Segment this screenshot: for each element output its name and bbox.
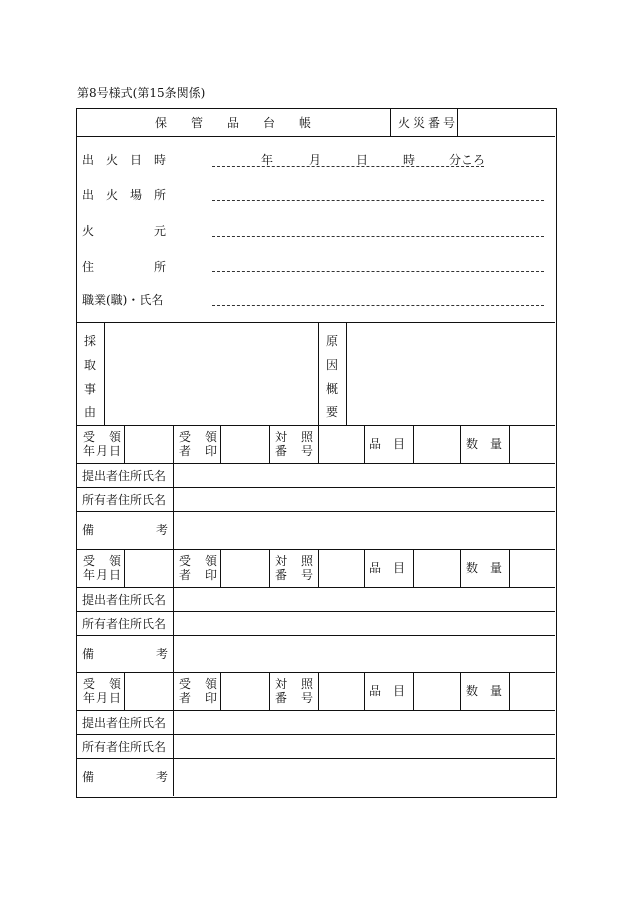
owner-field[interactable] xyxy=(174,612,555,635)
submitter-label: 提出者住所氏名 xyxy=(82,469,167,483)
item-name-field[interactable] xyxy=(414,673,460,710)
receiver-seal-label: 受 領 者 印 xyxy=(179,430,217,458)
fire-datetime-field[interactable] xyxy=(212,149,487,169)
quantity-field[interactable] xyxy=(510,426,555,463)
remarks-field[interactable] xyxy=(174,512,555,549)
collection-reason-field[interactable] xyxy=(105,323,318,425)
fire-datetime-row: 出 火 日 時 xyxy=(82,153,167,167)
receipt-date-label: 受 領 年月日 xyxy=(83,677,121,705)
owner-label: 所有者住所氏名 xyxy=(82,740,167,754)
quantity-field[interactable] xyxy=(510,550,555,587)
receiver-seal-field[interactable] xyxy=(221,426,269,463)
form-number-title: 第8号様式(第15条関係) xyxy=(77,86,206,100)
submitter-field[interactable] xyxy=(174,464,555,487)
receiver-seal-label: 受 領 者 印 xyxy=(179,677,217,705)
item-name-field[interactable] xyxy=(414,426,460,463)
quantity-label: 数 量 xyxy=(466,684,503,698)
reference-number-field[interactable] xyxy=(319,550,364,587)
submitter-label: 提出者住所氏名 xyxy=(82,716,167,730)
address-field[interactable] xyxy=(212,255,544,273)
submitter-field[interactable] xyxy=(174,588,555,611)
occupation-name-field[interactable] xyxy=(212,289,544,307)
quantity-label: 数 量 xyxy=(466,437,503,451)
submitter-field[interactable] xyxy=(174,711,555,734)
item-name-field[interactable] xyxy=(414,550,460,587)
storage-ledger-form: 保 管 品 台 帳 火災番号 出 火 日 時 年 月 日 時 分ころ 出 火 場 所 火 元 住 所 職業(職)・氏名 採 取 事 由 原 因 概 要 受 領 年月日 受 領 者 印 対 照 番 号 品 目 数 量 提出者住所氏名 所有者住所氏名 備 考 受 領 年月日 受 領 者 印 対 照 番 号 品 目 数 量 提出者住所氏名 所有者住所氏名 備 考 受 領 年月日 受 領 者 印 対 照 番 号 品 目 数 量 提出者住所氏名 所有者住所氏名 備 考 xyxy=(76,108,557,798)
item-entry-block-3: 受 領 年月日 受 領 者 印 対 照 番 号 品 目 数 量 提出者住所氏名 所有者住所氏名 備 考 xyxy=(77,672,555,796)
item-name-label: 品 目 xyxy=(369,684,406,698)
year-unit: 年 xyxy=(261,153,274,167)
receipt-date-label: 受 領 年月日 xyxy=(83,430,121,458)
item-name-label: 品 目 xyxy=(369,561,406,575)
reference-number-label: 対 照 番 号 xyxy=(275,554,313,582)
cause-summary-field[interactable] xyxy=(347,323,555,425)
cause-summary-label: 原 因 概 要 xyxy=(326,334,339,419)
receipt-date-field[interactable] xyxy=(125,550,173,587)
day-unit: 日 xyxy=(356,153,369,167)
item-entry-block-2: 受 領 年月日 受 領 者 印 対 照 番 号 品 目 数 量 提出者住所氏名 所有者住所氏名 備 考 xyxy=(77,549,555,673)
receipt-date-field[interactable] xyxy=(125,673,173,710)
owner-field[interactable] xyxy=(174,488,555,511)
item-name-label: 品 目 xyxy=(369,437,406,451)
ledger-title: 保 管 品 台 帳 xyxy=(155,116,312,130)
reference-number-label: 対 照 番 号 xyxy=(275,430,313,458)
hour-unit: 時 xyxy=(403,153,416,167)
fire-origin-field[interactable] xyxy=(212,220,544,238)
owner-label: 所有者住所氏名 xyxy=(82,493,167,507)
fire-number-field[interactable] xyxy=(459,109,555,136)
collection-reason-label: 採 取 事 由 xyxy=(84,334,97,419)
remarks-field[interactable] xyxy=(174,759,555,796)
owner-field[interactable] xyxy=(174,735,555,758)
receiver-seal-field[interactable] xyxy=(221,673,269,710)
receipt-date-label: 受 領 年月日 xyxy=(83,554,121,582)
submitter-label: 提出者住所氏名 xyxy=(82,593,167,607)
fire-location-field[interactable] xyxy=(212,184,544,202)
fire-number-label: 火災番号 xyxy=(398,116,459,130)
month-unit: 月 xyxy=(309,153,322,167)
owner-label: 所有者住所氏名 xyxy=(82,617,167,631)
receiver-seal-label: 受 領 者 印 xyxy=(179,554,217,582)
quantity-label: 数 量 xyxy=(466,561,503,575)
occupation-name-label: 職業(職)・氏名 xyxy=(82,293,164,307)
reference-number-field[interactable] xyxy=(319,673,364,710)
receipt-date-field[interactable] xyxy=(125,426,173,463)
receiver-seal-field[interactable] xyxy=(221,550,269,587)
item-entry-block-1: 受 領 年月日 受 領 者 印 対 照 番 号 品 目 数 量 提出者住所氏名 所有者住所氏名 備 考 xyxy=(77,425,555,549)
reference-number-field[interactable] xyxy=(319,426,364,463)
remarks-field[interactable] xyxy=(174,636,555,673)
quantity-field[interactable] xyxy=(510,673,555,710)
reference-number-label: 対 照 番 号 xyxy=(275,677,313,705)
minute-unit: 分ころ xyxy=(449,153,486,167)
